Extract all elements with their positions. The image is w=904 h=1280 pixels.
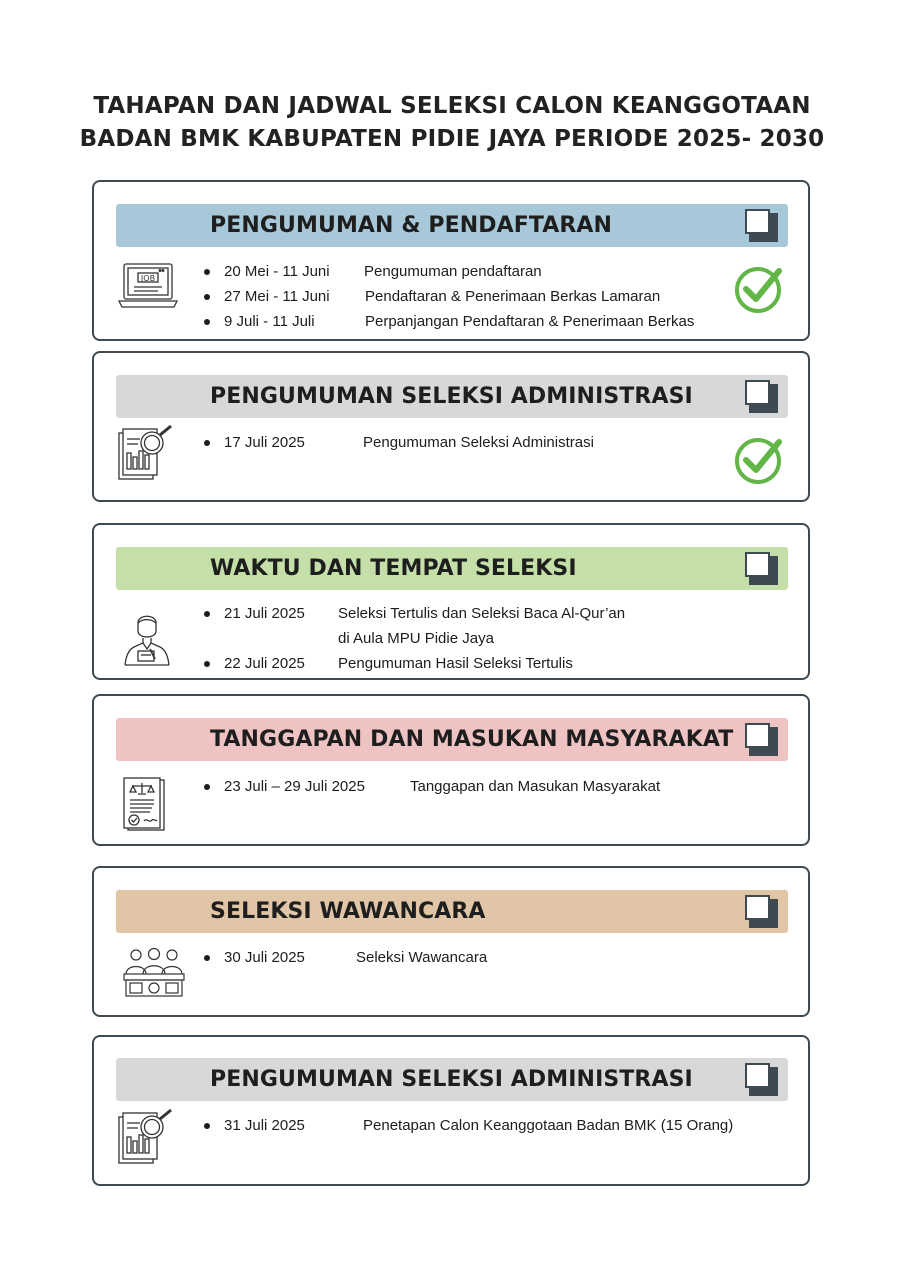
job-label: JOB: [140, 274, 156, 283]
stage-card-2: [92, 351, 810, 502]
document-magnifier-icon: [116, 1107, 176, 1167]
item-date: 21 Juli 2025: [224, 605, 305, 622]
legal-document-icon: [122, 776, 168, 834]
stage-title: SELEKSI WAWANCARA: [210, 899, 486, 924]
checkbox-icon[interactable]: [745, 209, 778, 242]
stage-header-6: [116, 1058, 788, 1101]
stage-header-4: [116, 718, 788, 761]
checkbox-icon[interactable]: [745, 723, 778, 756]
stage-header-1: [116, 204, 788, 247]
stage-card-4: [92, 694, 810, 846]
stage-header-5: [116, 890, 788, 933]
item-desc: Tanggapan dan Masukan Masyarakat: [410, 778, 661, 795]
checkbox-icon[interactable]: [745, 895, 778, 928]
page-title-line-2: BADAN BMK KABUPATEN PIDIE JAYA PERIODE 2025- 2030: [79, 126, 825, 152]
item-desc: Penetapan Calon Keanggotaan Badan BMK (15 Orang): [363, 1117, 734, 1134]
stage-title: PENGUMUMAN & PENDAFTARAN: [210, 213, 613, 238]
item-desc: Pengumuman Hasil Seleksi Tertulis: [338, 655, 573, 672]
item-date: 9 Juli - 11 Juli: [224, 313, 315, 330]
checkbox-icon[interactable]: [745, 552, 778, 585]
item-desc: Pengumuman pendaftaran: [364, 263, 542, 280]
stage-card-1: [92, 180, 810, 341]
stage-title: PENGUMUMAN SELEKSI ADMINISTRASI: [210, 384, 693, 409]
item-date: 27 Mei - 11 Juni: [224, 288, 330, 305]
stage-header-2: [116, 375, 788, 418]
item-date: 20 Mei - 11 Juni: [224, 263, 330, 280]
item-desc: Seleksi Wawancara: [356, 949, 488, 966]
page-title-line-1: TAHAPAN DAN JADWAL SELEKSI CALON KEANGGOTAAN: [93, 93, 811, 119]
person-writing-icon: [122, 609, 172, 667]
stage-title: WAKTU DAN TEMPAT SELEKSI: [210, 556, 577, 581]
checkbox-icon[interactable]: [745, 380, 778, 413]
stage-card-6: [92, 1035, 810, 1186]
item-date: 17 Juli 2025: [224, 434, 305, 451]
checkbox-icon[interactable]: [745, 1063, 778, 1096]
interview-panel-icon: [122, 946, 186, 998]
document-magnifier-icon: [116, 423, 176, 483]
item-desc: Pengumuman Seleksi Administrasi: [363, 434, 594, 451]
item-desc: Pendaftaran & Penerimaan Berkas Lamaran: [365, 288, 661, 305]
stage-card-5: [92, 866, 810, 1017]
item-desc: Seleksi Tertulis dan Seleksi Baca Al-Qur’an: [338, 605, 626, 622]
item-desc-line-2: di Aula MPU Pidie Jaya: [338, 630, 494, 647]
check-circle-icon: [734, 264, 784, 314]
item-desc: Perpanjangan Pendaftaran & Penerimaan Berkas: [365, 313, 695, 330]
page-title: [0, 90, 904, 156]
stage-header-3: [116, 547, 788, 590]
item-date: 22 Juli 2025: [224, 655, 305, 672]
laptop-job-icon: [118, 262, 178, 312]
stage-title: TANGGAPAN DAN MASUKAN MASYARAKAT: [210, 727, 734, 752]
item-date: 23 Juli – 29 Juli 2025: [224, 778, 365, 795]
stage-title: PENGUMUMAN SELEKSI ADMINISTRASI: [210, 1067, 693, 1092]
item-date: 31 Juli 2025: [224, 1117, 305, 1134]
item-date: 30 Juli 2025: [224, 949, 305, 966]
check-circle-icon: [734, 435, 784, 485]
stage-card-3: [92, 523, 810, 680]
